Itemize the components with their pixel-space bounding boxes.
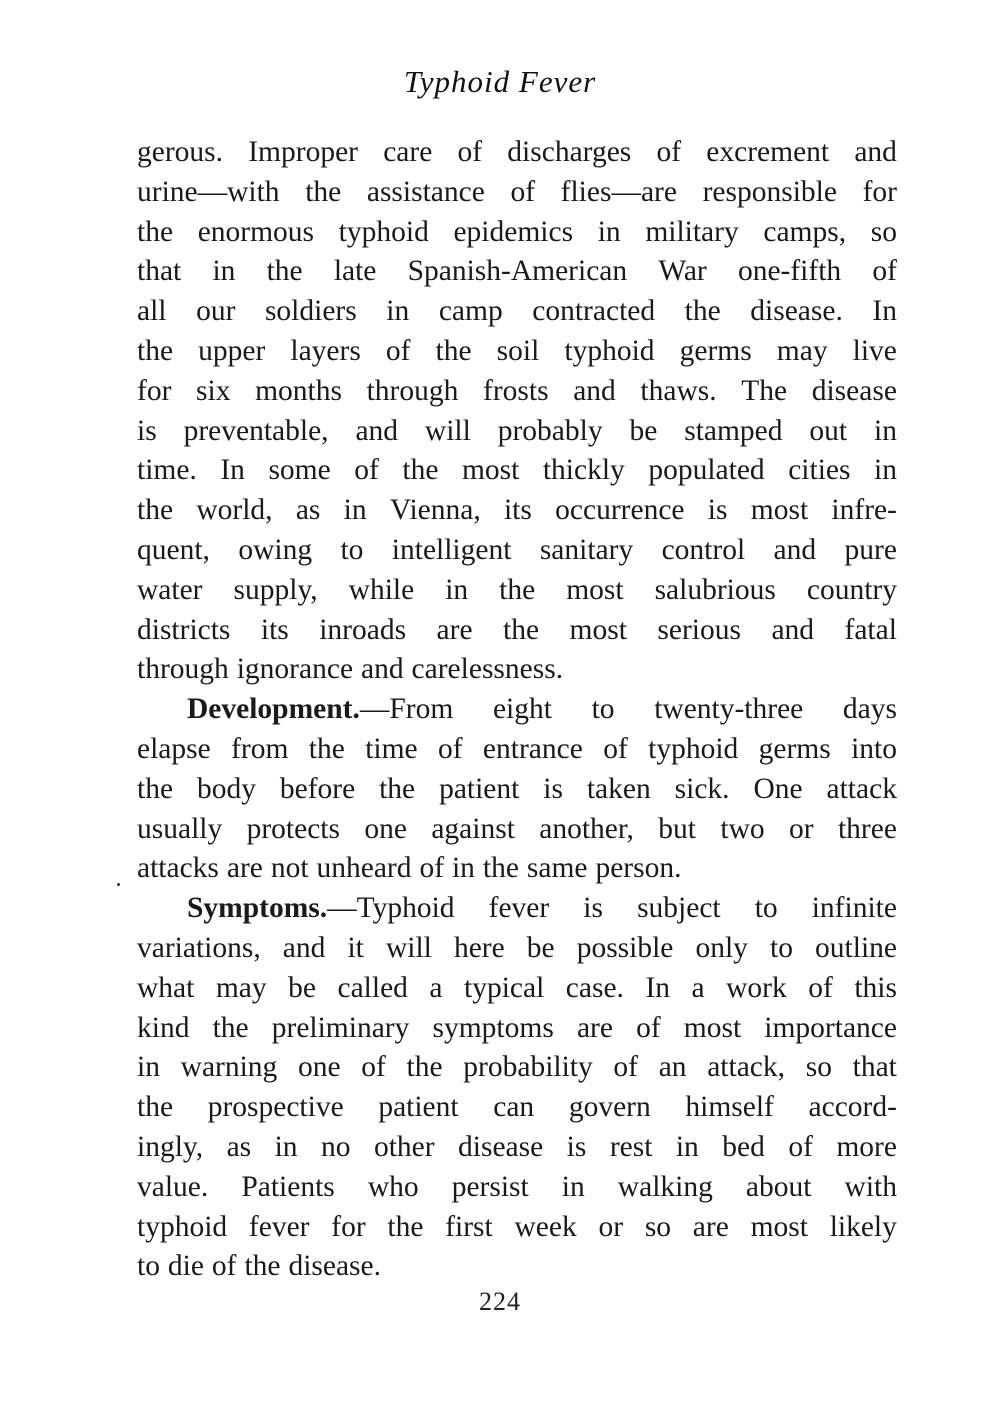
word: the [379, 772, 416, 805]
word: person. [595, 852, 682, 885]
word: week [514, 1210, 577, 1243]
word: preventable, [183, 414, 329, 447]
word: of [603, 732, 628, 765]
word: only [695, 931, 748, 964]
word: in [874, 454, 897, 487]
word: layers [290, 334, 361, 367]
word: The [741, 374, 788, 407]
text-line [137, 770, 897, 810]
word: likely [829, 1210, 897, 1243]
word: persist [451, 1170, 529, 1203]
paragraph-symptoms [137, 889, 897, 1287]
paragraph-continuation [137, 133, 897, 690]
word: germs [679, 334, 752, 367]
word: of [361, 1051, 386, 1084]
text-line [137, 332, 897, 372]
word: from [231, 732, 289, 765]
word: be [526, 931, 555, 964]
text-line [137, 133, 897, 173]
word: typhoid [338, 215, 429, 248]
word: in [597, 215, 621, 248]
word: are [576, 1011, 613, 1044]
word: live [852, 334, 897, 367]
word: water [137, 573, 203, 606]
word: through [366, 374, 459, 407]
word: typical [464, 971, 545, 1004]
word: two [720, 812, 765, 845]
text-line [137, 1009, 897, 1049]
word: the [137, 494, 174, 527]
word: in [561, 1170, 585, 1203]
word: control [661, 533, 746, 566]
word: One [753, 772, 803, 805]
word: most [683, 1011, 742, 1044]
word: here [453, 931, 505, 964]
word: patient [378, 1091, 459, 1124]
word: thickly [542, 454, 625, 487]
word: value. [137, 1170, 209, 1203]
word: may [215, 971, 267, 1004]
word: to [591, 693, 615, 726]
word: patient [439, 772, 520, 805]
word: what [137, 971, 195, 1004]
word: most [569, 613, 627, 646]
word: so [870, 215, 897, 248]
word: and [573, 374, 616, 407]
word: the [305, 175, 342, 208]
text-line [137, 1048, 897, 1088]
word: populated [648, 454, 765, 487]
text-line [137, 213, 897, 253]
word: camps, [763, 215, 847, 248]
word: epidemics [453, 215, 574, 248]
word: excrement [706, 136, 830, 168]
word: attack, [707, 1051, 786, 1084]
word: flies—are [560, 175, 677, 208]
word: against [431, 812, 515, 845]
word: discharges [507, 136, 632, 168]
word: fatal [844, 613, 897, 646]
word: the [482, 852, 519, 885]
word: responsible [702, 175, 837, 208]
word: is [137, 414, 157, 447]
word: and [361, 653, 404, 686]
word: eight [492, 693, 552, 726]
word: to [770, 931, 793, 964]
text-line [137, 690, 897, 730]
word: disease [811, 374, 897, 407]
word: owing [238, 533, 313, 566]
word: unheard [316, 852, 412, 885]
word: Spanish-American [407, 255, 628, 288]
word: inroads [319, 613, 407, 646]
word: supply, [233, 573, 318, 606]
text-line [137, 1208, 897, 1248]
word: bed [722, 1130, 765, 1163]
word: and [282, 931, 326, 964]
word: stamped [684, 414, 783, 447]
word: of [457, 136, 483, 168]
word: its [503, 494, 532, 527]
word: care [383, 136, 433, 168]
word: that [137, 255, 182, 288]
word: himself [685, 1091, 774, 1124]
word: occurrence [555, 494, 685, 527]
word: assistance [366, 175, 485, 208]
word: and [773, 533, 817, 566]
section-heading: Development. [187, 693, 360, 726]
word: late [333, 255, 377, 288]
word: gerous. [137, 136, 224, 168]
word: quent, [137, 533, 210, 566]
text-line [137, 1168, 897, 1208]
word: or [789, 812, 814, 845]
word: Vienna, [389, 494, 481, 527]
word: out [809, 414, 848, 447]
word: another, [539, 812, 634, 845]
word: the [406, 1051, 443, 1084]
word: infinite [811, 892, 897, 925]
word: disease. [750, 295, 843, 328]
word: elapse [137, 732, 211, 765]
word: in [137, 1051, 160, 1084]
word: most [750, 494, 809, 527]
word: in [343, 494, 367, 527]
word: In [872, 295, 897, 328]
word: contracted [532, 295, 656, 328]
word: of [872, 255, 897, 288]
word: of [419, 852, 445, 885]
word: Symptoms.—Typhoid [187, 892, 455, 925]
word: frosts [483, 374, 549, 407]
word: months [255, 374, 342, 407]
word: walking [617, 1170, 713, 1203]
word: is [707, 494, 728, 527]
body-text [137, 133, 897, 1287]
word: work [726, 971, 787, 1004]
word: about [745, 1170, 812, 1203]
word: In [645, 971, 671, 1004]
word: most [566, 573, 624, 606]
word: probably [497, 414, 603, 447]
word: of [613, 1051, 638, 1084]
word: is [583, 892, 603, 925]
word: will [424, 414, 471, 447]
word: upper [198, 334, 266, 367]
word: is [543, 772, 563, 805]
word: so [805, 1051, 832, 1084]
word: one [364, 812, 407, 845]
word: in [386, 295, 410, 328]
word: ingly, [137, 1130, 204, 1163]
word: in [451, 852, 475, 885]
word: sanitary [539, 533, 634, 566]
page-number: 224 [479, 1287, 521, 1316]
word: three [837, 812, 897, 845]
word: are [436, 613, 473, 646]
word: ignorance [236, 653, 354, 686]
section-heading: Symptoms. [187, 892, 328, 925]
text-line [137, 929, 897, 969]
word: the [684, 295, 721, 328]
word: Development.—From [187, 693, 454, 726]
word: kind [137, 1011, 190, 1044]
word: preliminary [271, 1011, 410, 1044]
word: of [385, 334, 411, 367]
word: sick. [674, 772, 730, 805]
text-line [137, 412, 897, 452]
word: while [348, 573, 415, 606]
word: the [212, 1011, 249, 1044]
word: our [196, 295, 236, 328]
word: outline [815, 931, 897, 964]
word: serious [657, 613, 741, 646]
text-line [137, 889, 897, 929]
word: its [260, 613, 289, 646]
scan-speck [117, 883, 120, 886]
word: it [347, 931, 364, 964]
word: soldiers [264, 295, 357, 328]
text-line [137, 292, 897, 332]
word: fever [248, 1210, 310, 1243]
word: the [387, 1210, 424, 1243]
word: warning [180, 1051, 278, 1084]
word: govern [568, 1091, 651, 1124]
word: usually [137, 812, 223, 845]
word: the [402, 454, 439, 487]
word: not [270, 852, 309, 885]
word: of [788, 1130, 813, 1163]
word: as [295, 494, 321, 527]
word: world, [196, 494, 273, 527]
word: intelligent [391, 533, 512, 566]
text-line [137, 571, 897, 611]
word: time. [137, 454, 197, 487]
word: attack [826, 772, 897, 805]
word: same [526, 852, 588, 885]
word: accord- [808, 1091, 897, 1124]
word: twenty-three [654, 693, 804, 726]
word: the [499, 573, 536, 606]
word: other [373, 1130, 435, 1163]
word: through [137, 653, 229, 686]
word: importance [764, 1011, 897, 1044]
word: called [337, 971, 408, 1004]
word: germs [758, 732, 831, 765]
word: of [510, 175, 536, 208]
text-line [137, 1247, 897, 1287]
word: into [851, 732, 897, 765]
word: before [279, 772, 356, 805]
word: to [137, 1250, 160, 1283]
word: carelessness. [411, 653, 564, 686]
word: are [692, 1210, 729, 1243]
word: may [776, 334, 828, 367]
word: is [566, 1130, 587, 1163]
word: probability [463, 1051, 593, 1084]
word: of [636, 1011, 661, 1044]
word: of [656, 136, 682, 168]
word: of [354, 454, 379, 487]
text-line [137, 810, 897, 850]
text-line [137, 1088, 897, 1128]
word: cities [788, 454, 851, 487]
word: but [658, 812, 696, 845]
word: rest [609, 1130, 653, 1163]
word: in [274, 1130, 298, 1163]
word: most [750, 1210, 808, 1243]
word: symptoms [432, 1011, 554, 1044]
word: pure [844, 533, 897, 566]
word: will [385, 931, 432, 964]
word: camp [438, 295, 503, 328]
word: one-fifth [737, 255, 842, 288]
word: who [367, 1170, 419, 1203]
word: the [308, 732, 345, 765]
word: the [137, 772, 174, 805]
text-line [137, 451, 897, 491]
word: all [137, 295, 167, 328]
word: of [808, 971, 833, 1004]
word: body [196, 772, 256, 805]
word: and [355, 414, 399, 447]
word: Patients [241, 1170, 335, 1203]
word: for [331, 1210, 366, 1243]
word: of [211, 1250, 237, 1283]
word: an [658, 1051, 687, 1084]
word: in [212, 255, 236, 288]
word: the [137, 215, 174, 248]
word: disease. [288, 1250, 381, 1283]
word: possible [576, 931, 674, 964]
text-line [137, 611, 897, 651]
word: In [220, 454, 245, 487]
word: can [493, 1091, 535, 1124]
word: military [645, 215, 739, 248]
word: attacks [137, 852, 219, 885]
word: typhoid [137, 1210, 228, 1243]
word: first [445, 1210, 493, 1243]
text-line [137, 969, 897, 1009]
word: six [196, 374, 231, 407]
word: variations, [137, 931, 261, 964]
word: and [854, 136, 897, 168]
word: urine—with [137, 175, 280, 208]
word: a [691, 971, 705, 1004]
word: prospective [207, 1091, 344, 1124]
word: this [854, 971, 897, 1004]
word: days [842, 693, 897, 726]
word: fever [488, 892, 550, 925]
word: the [137, 334, 174, 367]
text-line [137, 372, 897, 412]
word: with [844, 1170, 897, 1203]
word: of [437, 732, 463, 765]
word: subject [637, 892, 721, 925]
word: for [862, 175, 897, 208]
word: in [675, 1130, 699, 1163]
word: disease [458, 1130, 544, 1163]
word: typhoid [648, 732, 739, 765]
word: case. [565, 971, 624, 1004]
word: a [429, 971, 443, 1004]
word: War [658, 255, 707, 288]
word: in [445, 573, 469, 606]
word: so [644, 1210, 672, 1243]
text-line [137, 252, 897, 292]
text-line [137, 1128, 897, 1168]
text-line [137, 849, 897, 889]
word: thaws. [640, 374, 717, 407]
word: to [754, 892, 778, 925]
word: to [340, 533, 364, 566]
word: typhoid [564, 334, 655, 367]
text-line [137, 173, 897, 213]
word: in [874, 414, 897, 447]
running-head: Typhoid Fever [403, 64, 597, 99]
word: salubrious [654, 573, 776, 606]
text-line [137, 730, 897, 770]
word: districts [137, 613, 231, 646]
word: are [226, 852, 263, 885]
word: time [365, 732, 418, 765]
word: no [321, 1130, 351, 1163]
word: infre- [831, 494, 897, 527]
word: most [461, 454, 520, 487]
word: and [771, 613, 815, 646]
word: the [435, 334, 472, 367]
paragraph-development [137, 690, 897, 889]
word: one [298, 1051, 341, 1084]
text-line [137, 491, 897, 531]
word: some [268, 454, 331, 487]
word: that [852, 1051, 897, 1084]
word: more [836, 1130, 897, 1163]
word: the [266, 255, 303, 288]
word: soil [496, 334, 540, 367]
word: the [244, 1250, 281, 1283]
text-line [137, 650, 897, 690]
word: be [629, 414, 658, 447]
word: die [167, 1250, 204, 1283]
word: protects [246, 812, 340, 845]
word: Improper [248, 136, 358, 168]
word: enormous [197, 215, 315, 248]
word: be [288, 971, 316, 1004]
word: or [598, 1210, 624, 1243]
word: for [137, 374, 172, 407]
word: entrance [482, 732, 583, 765]
word: the [137, 1091, 174, 1124]
text-line [137, 531, 897, 571]
word: the [503, 613, 540, 646]
word: country [806, 573, 897, 606]
word: taken [586, 772, 651, 805]
word: as [226, 1130, 252, 1163]
